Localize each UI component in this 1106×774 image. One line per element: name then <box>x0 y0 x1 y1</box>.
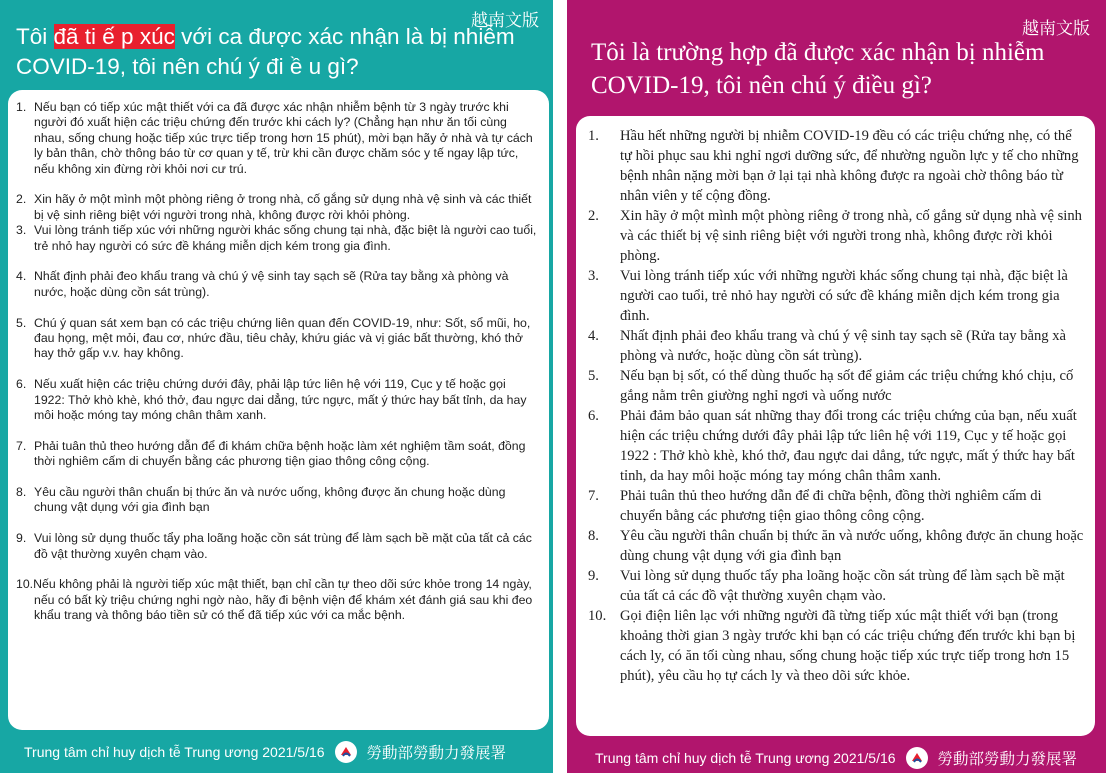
footer-text: Trung tâm chỉ huy dịch tễ Trung ương 2021/5/16 <box>595 750 896 766</box>
panel-divider <box>553 0 567 773</box>
list-item <box>16 192 537 223</box>
title-part: với ca được xác nhận là bị nhiễm COVID-19, tôi nên chú ý đi ề u gì? <box>16 24 515 79</box>
item-number: 9. <box>16 531 27 546</box>
item-text: Hầu hết những người bị nhiễm COVID-19 đều có các triệu chứng nhẹ, có thể tự hồi phục sau khi nghỉ ngơi dưỡng sức, để nhường nguồn lực y tế cho những bệnh nhân nặng mời bạn ở lại tại nhà không được ra ngoài chờ thông báo từ nhân viên y tế cộng đồng. <box>620 128 1079 204</box>
item-number: 4. <box>588 328 599 344</box>
list-item <box>588 266 1085 326</box>
item-text: Yêu cầu người thân chuẩn bị thức ăn và nước uống, không được ăn chung hoặc dùng chung vật dụng với gia đình bạn <box>34 485 506 515</box>
item-text: Nếu bạn có tiếp xúc mật thiết với ca đã được xác nhận nhiễm bệnh từ 3 ngày trước khi người đó xuất hiện các triệu chứng đến trước khi cách ly? (Chẳng hạn như ăn tối cùng nhau, sống chung hoặc tiếp xúc trực tiếp trong hơn 15 phút), mời bạn hãy ở nhà và tự cách ly bản thân, chờ thông báo từ cơ quan y tế, trừ khi cần được chăm sóc y tế ngay lập tức, nếu không xin đừng rời khỏi nơi cư trú. <box>34 100 533 176</box>
item-number: 1. <box>588 128 599 144</box>
right-title: Tôi là trường hợp đã được xác nhận bị nhiễm COVID-19, tôi nên chú ý điều gì? <box>591 39 1045 99</box>
item-text: Yêu cầu người thân chuẩn bị thức ăn và nước uống, không được ăn chung hoặc dùng chung vật dụng với gia đình bạn <box>620 528 1084 564</box>
item-text: Xin hãy ở một mình một phòng riêng ở trong nhà, cố gắng sử dụng nhà vệ sinh và các thiết bị vệ sinh riêng biệt với người trong nhà, không được rời khỏi phòng. <box>620 208 1082 264</box>
item-number: 6. <box>16 377 27 392</box>
item-number: 3. <box>16 223 27 238</box>
item-text: Phải đảm bảo quan sát những thay đổi trong các triệu chứng của bạn, nếu xuất hiện các triệu chứng dưới đây phải lập tức liên hệ với 119, Cục y tế hoặc gọi 1922 : Thở khò khè, khó thở, đau ngực dai dẳng, tức ngực, mất ý thức hay bất tỉnh, da hay môi hoặc móng tay móng chân thâm xanh. <box>620 408 1077 484</box>
item-text: Nhất định phải đeo khẩu trang và chú ý vệ sinh tay sạch sẽ (Rửa tay bằng xà phòng và nước, hoặc dùng cồn sát trùng). <box>620 328 1067 364</box>
list-item <box>588 366 1085 406</box>
item-text: Vui lòng tránh tiếp xúc với những người khác sống chung tại nhà, đặc biệt là người cao tuổi, trẻ nhỏ hay người có sức đề kháng miễn dịch kém trong gia đình. <box>620 268 1068 324</box>
footer-org: 勞動部勞動力發展署 <box>366 744 507 762</box>
left-list <box>8 90 549 624</box>
list-item <box>588 206 1085 266</box>
item-text: Xin hãy ở một mình một phòng riêng ở trong nhà, cố gắng sử dụng nhà vệ sinh và các thiết bị vệ sinh riêng biệt với người trong nhà, không được rời khỏi phòng. <box>34 192 532 222</box>
list-item <box>16 100 537 177</box>
labor-ministry-logo-icon <box>906 747 928 769</box>
list-item <box>16 577 537 623</box>
item-text: Nếu không phải là người tiếp xúc mật thiết, bạn chỉ cần tự theo dõi sức khỏe trong 14 ngày, nếu có bất kỳ triệu chứng nghi ngờ nào, hãy đi bệnh viện để khám xét đánh giá sau khi đeo khẩu trang và thông báo tiền sử có thể đã tiếp xúc với ca mắc bệnh. <box>33 577 533 623</box>
list-item <box>588 526 1085 566</box>
item-text: Vui lòng tránh tiếp xúc với những người khác sống chung tại nhà, đặc biệt là người cao tuổi, trẻ nhỏ hay người có sức đề kháng miễn dịch kém trong gia đình. <box>34 223 537 253</box>
item-number: 7. <box>588 488 599 504</box>
left-footer <box>24 736 506 768</box>
item-text: Nếu xuất hiện các triệu chứng dưới đây, phải lập tức liên hệ với 119, Cục y tế hoặc gọi 1922: Thở khò khè, khó thở, đau ngực dai dẳng, tức ngực, mất ý thức hay bất tỉnh, da hay môi hoặc móng tay móng chân thâm xanh. <box>34 377 527 423</box>
footer-org: 勞動部勞動力發展署 <box>937 750 1078 768</box>
item-number: 7. <box>16 438 27 453</box>
right-card <box>576 116 1095 736</box>
item-number: 8. <box>16 485 27 500</box>
item-number: 8. <box>588 528 599 544</box>
item-number: 6. <box>588 408 599 424</box>
item-number: 1. <box>16 100 27 114</box>
list-item <box>16 485 537 516</box>
item-text: Gọi điện liên lạc với những người đã từng tiếp xúc mật thiết với bạn (trong khoảng thời gian 3 ngày trước khi bạn có các triệu chứng đến trước khi bạn bị cách ly, có ăn tối cùng nhau, sống chung hoặc tiếp xúc trực tiếp trong hơn 15 phút), yêu cầu họ tự cách ly và theo dõi sức khỏe. <box>620 608 1076 684</box>
list-item <box>16 438 537 470</box>
list-item <box>16 223 537 254</box>
item-number: 10. <box>16 577 34 592</box>
item-text: Phải tuân thủ theo hướng dẫn để đi chữa bệnh, đồng thời nghiêm cấm di chuyển bằng các phương tiện giao thông công cộng. <box>620 488 1042 524</box>
left-title <box>16 22 536 82</box>
list-item <box>16 269 537 300</box>
list-item <box>588 406 1085 486</box>
item-number: 9. <box>588 568 599 584</box>
item-text: Vui lòng sử dụng thuốc tẩy pha loãng hoặc cồn sát trùng để làm sạch bề mặt của tất cả các đồ vật thường xuyên chạm vào. <box>34 531 532 561</box>
item-number: 5. <box>16 315 27 330</box>
footer-text: Trung tâm chỉ huy dịch tễ Trung ương 2021/5/16 <box>24 744 325 760</box>
list-item <box>588 566 1085 606</box>
title-part: Tôi <box>16 24 54 49</box>
right-list <box>576 116 1095 686</box>
item-text: Vui lòng sử dụng thuốc tẩy pha loãng hoặc cồn sát trùng để làm sạch bề mặt của tất cả các đồ vật thường xuyên chạm vào. <box>620 568 1065 604</box>
left-card <box>8 90 549 730</box>
labor-ministry-logo-icon <box>335 741 357 763</box>
item-number: 2. <box>16 192 27 207</box>
list-item <box>588 486 1085 526</box>
item-text: Chú ý quan sát xem bạn có các triệu chứng liên quan đến COVID-19, như: Sốt, sổ mũi, ho, đau họng, mệt mỏi, đau cơ, nhức đầu, tiêu chảy, khứu giác và vị giác bất thường, khó thở hay thở gấp v.v. hay không. <box>34 315 531 361</box>
item-number: 10. <box>588 608 607 624</box>
item-number: 5. <box>588 368 599 384</box>
version-label: 越南文版 <box>471 11 539 31</box>
version-label: 越南文版 <box>1022 19 1090 39</box>
item-text: Nếu bạn bị sốt, có thể dùng thuốc hạ sốt để giảm các triệu chứng khó chịu, cố gắng nằm trên giường nghỉ ngơi và uống nước <box>620 368 1074 404</box>
right-panel <box>567 0 1106 773</box>
item-text: Nhất định phải đeo khẩu trang và chú ý vệ sinh tay sạch sẽ (Rửa tay bằng xà phòng và nước, hoặc dùng cồn sát trùng). <box>34 269 509 299</box>
list-item <box>588 126 1085 206</box>
item-number: 2. <box>588 208 599 224</box>
list-item <box>16 315 537 362</box>
list-item <box>588 326 1085 366</box>
list-item <box>16 531 537 562</box>
left-panel <box>0 0 553 773</box>
item-number: 3. <box>588 268 599 284</box>
item-number: 4. <box>16 269 27 284</box>
title-highlight: đã ti ế p xúc <box>53 24 175 49</box>
right-footer <box>595 742 1077 774</box>
item-text: Phải tuân thủ theo hướng dẫn để đi khám chữa bệnh hoặc làm xét nghiệm tầm soát, đồng thời nghiêm cấm di chuyển bằng các phương tiện giao thông công cộng. <box>34 438 526 469</box>
list-item <box>16 377 537 423</box>
list-item <box>588 606 1085 686</box>
